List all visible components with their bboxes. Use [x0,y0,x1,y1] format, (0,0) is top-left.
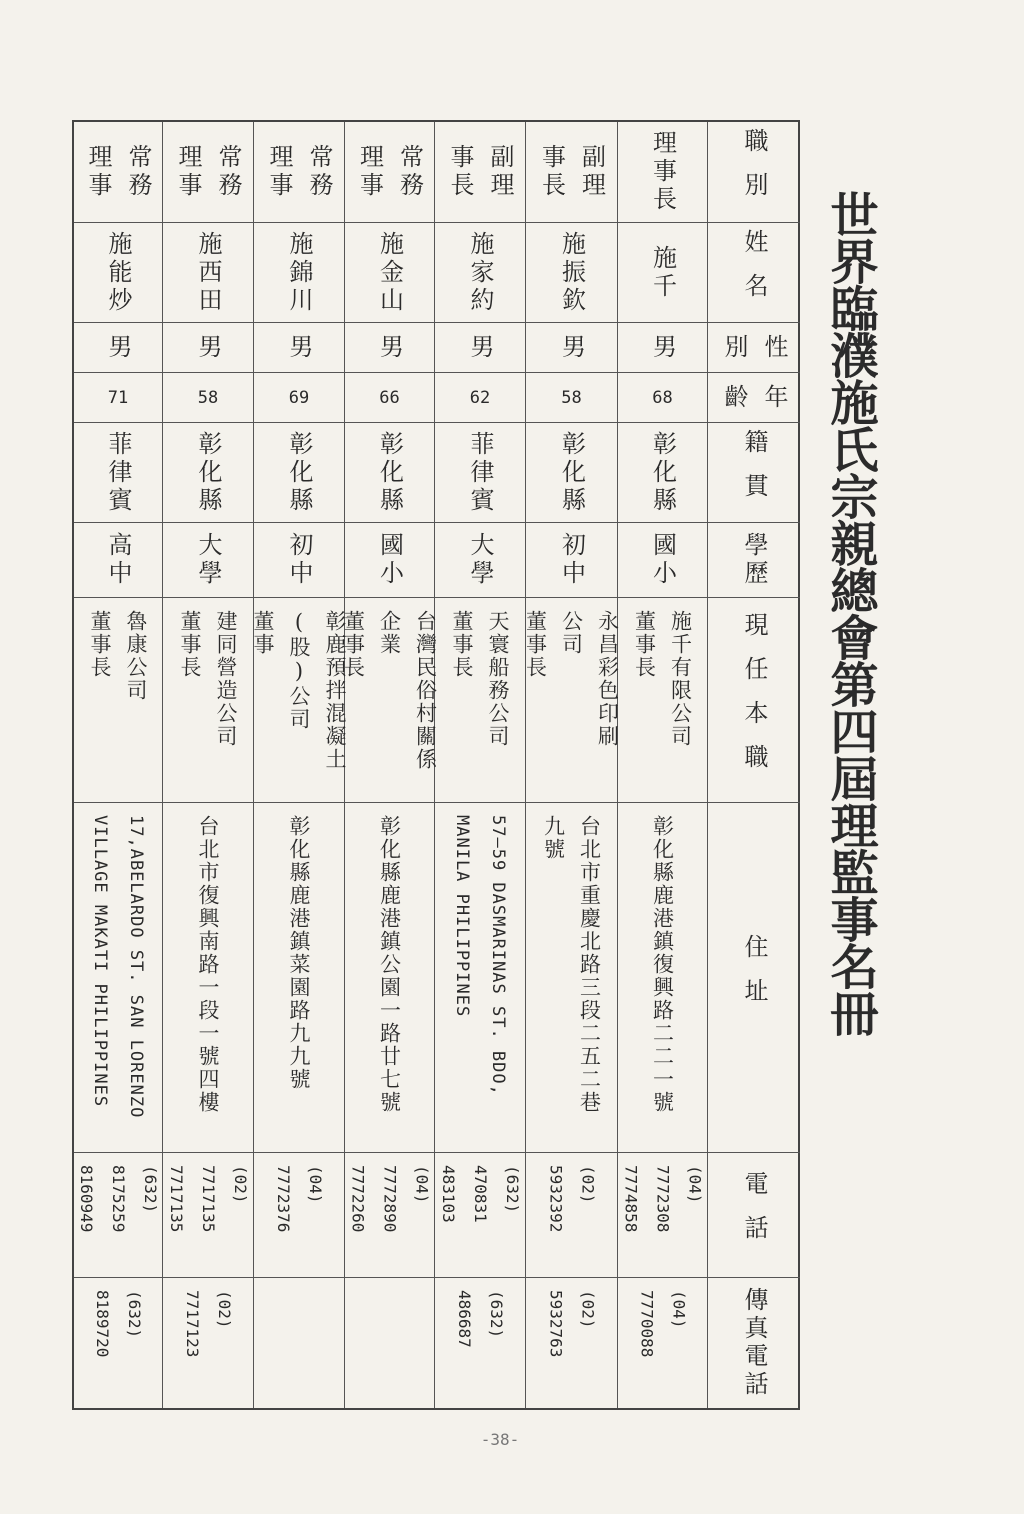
title-text: 事長 [446,144,474,200]
cell-address [163,802,253,1152]
cell-title [254,122,344,222]
header-age [708,372,800,422]
header-origin-text: 籍貫 [740,428,768,517]
phone-text: 7774858 [621,1165,641,1233]
phone-text: 7772260 [348,1165,368,1233]
header-address-text: 住址 [740,933,768,1022]
address-text: 彰化縣鹿港鎮公園一路廿七號 [377,815,402,1114]
job-text: 台灣民俗村關係 [413,610,438,771]
header-age-text: 齡 [720,383,748,412]
title-text: 常務 [124,144,152,200]
age-text: 66 [379,387,400,408]
education-text: 初中 [557,532,586,588]
origin-text: 彰化縣 [375,430,404,515]
name-text: 施能炒 [104,230,132,315]
phone-text: (02) [578,1165,598,1204]
fax-text: (02) [215,1290,234,1329]
cell-job [618,597,707,802]
origin-text: 彰化縣 [648,430,677,515]
cell-phone [618,1152,707,1277]
cell-name [618,222,707,322]
cell-origin [74,422,162,522]
header-gender-text: 性 [760,333,788,362]
fax-text: 486687 [455,1290,474,1348]
cell-origin [254,422,344,522]
phone-text: 7772376 [274,1165,293,1233]
header-title-text: 職別 [740,128,768,216]
fax-text: 8189720 [93,1290,112,1358]
job-text: 施千有限公司 [668,610,693,748]
job-text: 彰鹿預拌混凝土 [323,610,347,771]
cell-gender [74,322,162,372]
header-gender-text: 別 [720,333,748,362]
header-education [708,522,800,597]
address-text: VILLAGE MAKATI PHILIPPINES [90,815,110,1108]
age-text: 71 [107,387,129,408]
cell-origin [345,422,434,522]
gender-text: 男 [648,333,677,362]
phone-text: (632) [141,1165,160,1214]
cell-age [254,372,344,422]
header-job [708,597,800,802]
cell-name [526,222,617,322]
header-phone-text: 電話 [740,1171,768,1259]
header-education-text: 學歷 [740,532,768,588]
fax-text: (04) [669,1290,689,1329]
document-title: 世界臨濮施氏宗親總會第四屆理監事名冊 [822,190,878,1036]
education-text: 初中 [285,532,313,588]
fax-text: 7770088 [637,1290,657,1358]
education-text: 高中 [104,532,132,588]
header-fax-text: 傳真電話 [740,1287,768,1399]
cell-phone [254,1152,344,1277]
title-text: 常務 [214,144,242,200]
cell-education [345,522,434,597]
cell-address [254,802,344,1152]
name-text: 施西田 [194,230,222,315]
cell-age [163,372,253,422]
registry-table [72,120,800,1410]
cell-gender [345,322,434,372]
cell-title [618,122,707,222]
education-text: 國小 [648,532,677,588]
cell-title [345,122,434,222]
cell-job [523,597,620,802]
phone-text: (04) [412,1165,432,1204]
gender-text: 男 [194,333,222,362]
header-column [707,122,800,1408]
header-address [708,802,800,1152]
origin-text: 彰化縣 [557,430,586,515]
header-gender [708,322,800,372]
cell-phone [526,1152,617,1277]
cell-job [74,597,162,802]
header-age-text: 年 [760,383,788,412]
phone-text: 7717135 [199,1165,218,1233]
age-text: 69 [288,387,310,408]
cell-fax [345,1277,434,1408]
cell-education [435,522,525,597]
education-text: 國小 [375,532,404,588]
gender-text: 男 [285,333,313,362]
name-text: 施千 [648,244,677,301]
cell-job [435,597,525,802]
education-text: 大學 [466,532,494,588]
cell-origin [163,422,253,522]
cell-gender [618,322,707,372]
title-text: 理事 [174,144,202,200]
header-origin [708,422,800,522]
header-name [708,222,800,322]
cell-gender [254,322,344,372]
job-text: (股)公司 [287,610,311,731]
phone-text: 7717135 [167,1165,186,1233]
person-column [251,122,347,1408]
cell-job [251,597,347,802]
cell-fax [74,1277,162,1408]
job-text: 董事長 [341,610,366,679]
cell-address [526,802,617,1152]
phone-text: (04) [685,1165,705,1204]
person-column [434,122,525,1408]
cell-fax [618,1277,707,1408]
phone-text: (04) [306,1165,325,1204]
age-text: 68 [652,387,673,408]
phone-text: (632) [503,1165,522,1214]
cell-fax [526,1277,617,1408]
job-text: 魯康公司 [124,610,148,702]
address-text: MANILA PHILIPPINES [452,815,472,1018]
cell-name [345,222,434,322]
phone-text: 8160949 [77,1165,96,1233]
phone-text: 470831 [471,1165,490,1223]
cell-age [435,372,525,422]
cell-address [345,802,434,1152]
name-text: 施振欽 [557,230,586,315]
education-text: 大學 [194,532,222,588]
cell-education [163,522,253,597]
fax-text: (632) [487,1290,506,1339]
age-text: 58 [197,387,219,408]
gender-text: 男 [104,333,132,362]
cell-address [618,802,707,1152]
header-job-text: 現任本職 [740,612,768,788]
header-phone [708,1152,800,1277]
phone-text: (02) [231,1165,250,1204]
phone-text: 483103 [439,1165,458,1223]
job-text: 董事長 [450,610,474,679]
cell-origin [618,422,707,522]
person-column [617,122,707,1408]
address-text: 彰化縣鹿港鎮復興路二二一號 [650,815,675,1114]
cell-name [74,222,162,322]
cell-title [74,122,162,222]
job-text: 永昌彩色印刷 [595,610,620,748]
cell-gender [526,322,617,372]
fax-text: 7717123 [183,1290,202,1358]
title-text: 事長 [537,144,566,200]
title-text: 常務 [305,144,333,200]
cell-education [526,522,617,597]
person-column [162,122,253,1408]
job-text: 天寰船務公司 [486,610,510,748]
cell-title [526,122,617,222]
address-text: 台北市重慶北路三段二五二巷 [577,815,602,1114]
cell-fax [163,1277,253,1408]
page-number: -38- [480,1430,520,1449]
address-text: 台北市復興南路一段一號四樓 [196,815,220,1114]
cell-address [74,802,162,1152]
person-column [341,122,438,1408]
job-text: 董事長 [88,610,112,679]
origin-text: 菲律賓 [466,430,494,515]
phone-text: 8175259 [109,1165,128,1233]
address-text: 57—59 DASMARINAS ST. BDO, [488,815,508,1096]
name-text: 施金山 [375,230,404,315]
cell-education [618,522,707,597]
cell-phone [435,1152,525,1277]
cell-phone [74,1152,162,1277]
address-text: 17,ABELARDO ST. SAN LORENZO [126,815,146,1119]
gender-text: 男 [375,333,404,362]
phone-text: 7772890 [380,1165,400,1233]
job-text: 企業 [377,610,402,656]
cell-phone [345,1152,434,1277]
age-text: 62 [469,387,491,408]
origin-text: 彰化縣 [194,430,222,515]
fax-text: (02) [578,1290,598,1329]
fax-text: (632) [125,1290,144,1339]
cell-name [163,222,253,322]
title-text: 理事 [265,144,293,200]
gender-text: 男 [466,333,494,362]
cell-job [341,597,438,802]
cell-education [74,522,162,597]
person-column [523,122,620,1408]
header-fax [708,1277,800,1408]
title-text: 常務 [395,144,424,200]
cell-fax [254,1277,344,1408]
cell-origin [435,422,525,522]
job-text: 公司 [559,610,584,656]
origin-text: 彰化縣 [285,430,313,515]
cell-name [254,222,344,322]
title-text: 理事 [84,144,112,200]
cell-job [163,597,253,802]
job-text: 董事長 [523,610,548,679]
job-text: 建同營造公司 [214,610,238,748]
header-name-text: 姓名 [740,228,768,317]
title-text: 副理 [486,144,514,200]
job-text: 董事長 [178,610,202,679]
cell-address [435,802,525,1152]
fax-text: 5932763 [546,1290,566,1358]
phone-text: 5932392 [546,1165,566,1233]
gender-text: 男 [557,333,586,362]
title-text: 副理 [577,144,606,200]
title-text: 理事長 [648,130,677,214]
address-text: 九號 [541,815,566,861]
cell-education [254,522,344,597]
cell-gender [163,322,253,372]
cell-age [526,372,617,422]
cell-phone [163,1152,253,1277]
cell-fax [435,1277,525,1408]
cell-title [435,122,525,222]
cell-gender [435,322,525,372]
origin-text: 菲律賓 [104,430,132,515]
name-text: 施家約 [466,230,494,315]
person-column [74,122,162,1408]
cell-age [345,372,434,422]
cell-age [74,372,162,422]
address-text: 彰化縣鹿港鎮菜園路九九號 [287,815,311,1091]
cell-title [163,122,253,222]
cell-age [618,372,707,422]
job-text: 董事長 [632,610,657,679]
title-text: 理事 [355,144,384,200]
cell-origin [526,422,617,522]
header-title [708,122,800,222]
phone-text: 7772308 [653,1165,673,1233]
job-text: 董事 [251,610,275,656]
cell-name [435,222,525,322]
age-text: 58 [561,387,582,408]
name-text: 施錦川 [285,230,313,315]
